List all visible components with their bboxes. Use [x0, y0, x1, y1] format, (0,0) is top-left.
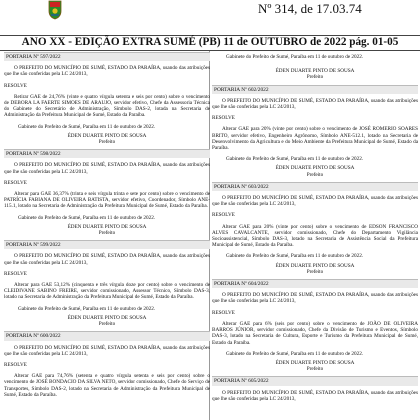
- act-resolve: RESOLVE: [4, 82, 27, 89]
- act-place-date: Gabinete do Prefeito de Sumé, Paraíba em 11 de outubro de 2022.: [226, 54, 364, 60]
- act-intro: O PREFEITO DO MUNICÍPIO DE SUMÉ, ESTADO DA PARAÍBA, usando das atribuições que lhe são conferidas pela LC 24/2013,: [212, 389, 418, 402]
- signatory-name: ÉDEN DUARTE PINTO DE SOUSA: [67, 314, 147, 321]
- act-place-date: Gabinete do Prefeito de Sumé, Paraíba em 11 de outubro de 2022.: [18, 123, 156, 130]
- signatory-name: ÉDEN DUARTE PINTO DE SOUSA: [275, 262, 355, 269]
- act-title: PORTARIA Nº 604/2022: [212, 279, 418, 288]
- act-601-closing: [212, 54, 418, 81]
- act-intro: O PREFEITO DO MUNICÍPIO DE SUMÉ, ESTADO DA PARAÍBA, usando das atribuições que lhe são conferidas pela LC 24/2013,: [4, 253, 210, 266]
- act-place-date: Gabinete do Prefeito de Sumé, Paraíba em 11 de outubro de 2022.: [226, 156, 364, 163]
- act-597: [4, 52, 210, 145]
- signatory-role: Prefeito: [98, 139, 116, 146]
- signatory-name: ÉDEN DUARTE PINTO DE SOUSA: [275, 165, 355, 172]
- law-reference: Nº 314, de 17.03.74: [258, 1, 362, 16]
- act-title: PORTARIA Nº 600/2022: [4, 331, 210, 340]
- act-place-date: Gabinete do Prefeito de Sumé, Paraíba em 11 de outubro de 2022.: [226, 350, 364, 357]
- act-body: Alterar GAE para 20% (vinte por cento) sobre o vencimento de JOSÉ ROMERIO SOARES BRITO, servidor efetivo, Engenheiro Agrônomo, Símbolo ANE-512.1, lotado na Secretaria de Desenvolvimento da Agricultura e do Meio Ambiente da Prefeitura Municipal de Sumé, Estado da Paraíba.: [212, 126, 418, 152]
- signatory-role: Prefeito: [98, 321, 116, 328]
- act-intro: O PREFEITO DO MUNICÍPIO DE SUMÉ, ESTADO DA PARAÍBA, usando das atribuições que lhe são conferidas pela LC 24/2013,: [4, 65, 210, 78]
- signatory-role: Prefeito: [306, 366, 324, 373]
- act-place-date: Gabinete do Prefeito de Sumé, Paraíba em 11 de outubro de 2022.: [226, 253, 364, 260]
- act-title: PORTARIA Nº 605/2022: [212, 376, 418, 385]
- signatory-role: Prefeito: [98, 230, 116, 237]
- act-resolve: RESOLVE: [212, 309, 235, 316]
- municipal-crest-icon: [48, 0, 62, 20]
- act-body: Retirar GAE de 24,76% (vinte e quatro vírgula setenta e seis por cento) sobre o vencimento de DEBORA LA FAERTE SIMOES DE ARAUJO, servidor efetivo, Chefe da Assessoria Técnica do Gabinete do Secretário de Administração, Símbolo DAS-2, lotada na Secretaria de Administração da Prefeitura Municipal de Sumé, Estado da Paraíba.: [4, 93, 210, 119]
- act-resolve: RESOLVE: [4, 270, 27, 277]
- act-intro: O PREFEITO DO MUNICÍPIO DE SUMÉ, ESTADO DA PARAÍBA, usando das atribuições que lhe são conferidas pela LC 24/2013,: [4, 344, 210, 357]
- act-599: [4, 240, 210, 327]
- act-body: Alterar GAE para 6% (seis por cento) sobre o vencimento de JOÃO DE OLIVEIRA BARROS JÚNIOR, servidor comissionado, Chefe da Divisão de Turismo e Eventos, Símbolo DAS-3, lotado na Secretaria de Cultura, Esporte e Turismo da Prefeitura Municipal de Sumé, Estado da Paraíba.: [212, 320, 418, 346]
- act-title: PORTARIA Nº 598/2022: [4, 149, 210, 158]
- act-place-date: Gabinete do Prefeito de Sumé, Paraíba em 11 de outubro de 2022.: [18, 305, 156, 312]
- act-resolve: RESOLVE: [212, 212, 235, 219]
- act-intro: O PREFEITO DO MUNICÍPIO DE SUMÉ, ESTADO DA PARAÍBA, usando das atribuições que lhe são conferidas pela LC 24/2013,: [4, 162, 210, 175]
- signatory-role: Prefeito: [306, 171, 324, 178]
- act-body: Alterar GAE para 20% (vinte por cento) sobre o vencimento de EDSON FRANCISCO ALVES CAVALCANTE, servidor comissionado, Chefe do Departamento Vigilância Socioassistencial, Símbolo DAS-3, lotado na Secretaria de Assistência Social da Prefeitura Municipal de Sumé, Estado da Paraíba.: [212, 223, 418, 249]
- act-title: PORTARIA Nº 597/2022: [4, 52, 210, 61]
- act-600: [4, 331, 210, 398]
- signatory-role: Prefeito: [306, 74, 324, 81]
- signatory-name: ÉDEN DUARTE PINTO DE SOUSA: [275, 68, 355, 75]
- signatory-name: ÉDEN DUARTE PINTO DE SOUSA: [67, 132, 147, 139]
- act-resolve: RESOLVE: [4, 361, 27, 368]
- edition-line: ANO XX - EDIÇÃO EXTRA SUMÉ (PB) 11 de OUTUBRO de 2022 pág. 01-05: [21, 36, 399, 48]
- act-603: [212, 182, 418, 275]
- act-place-date: Gabinete do Prefeito de Sumé, Paraíba em 11 de outubro de 2022.: [18, 214, 156, 221]
- act-intro: O PREFEITO DO MUNICÍPIO DE SUMÉ, ESTADO DA PARAÍBA, usando das atribuições que lhe são conferidas pela LC 24/2013,: [212, 97, 418, 111]
- act-intro: O PREFEITO DO MUNICÍPIO DE SUMÉ, ESTADO DA PARAÍBA, usando das atribuições que lhe são conferidas pela LC 24/2013,: [212, 195, 418, 208]
- act-602: [212, 85, 418, 178]
- act-body: Alterar para GAE 36,37% (trinta e seis vírgula trinta e sete por cento) sobre o vencimento de PATRÍCIA FABIANA DE OLIVEIRA BATISTA, servidor efetivo, Coordenador, Símbolo ANE-115.1, lotado na Secretaria de Administração da Prefeitura Municipal de Sumé, Estado da Paraíba.: [4, 191, 210, 210]
- act-title: PORTARIA Nº 603/2022: [212, 182, 418, 191]
- left-column: [4, 50, 210, 420]
- act-resolve: RESOLVE: [212, 115, 235, 122]
- act-604: [212, 279, 418, 372]
- act-title: PORTARIA Nº 602/2022: [212, 85, 418, 94]
- act-598: [4, 149, 210, 236]
- act-body: Alterar para GAE 53,12% (cinquenta e três vírgula doze por cento) sobre o vencimento de CLEIDIVANE SABINO FREIRE, servidor comissionado, Assessor Técnico, Símbolo DAS-3, lotado na Secretaria de Administração da Prefeitura Municipal de Sumé, Estado da Paraíba.: [4, 282, 210, 301]
- act-605: [212, 376, 418, 402]
- signatory-role: Prefeito: [306, 268, 324, 275]
- act-intro: O PREFEITO DO MUNICÍPIO DE SUMÉ, ESTADO DA PARAÍBA, usando das atribuições que lhe são conferidas pela LC 24/2013,: [212, 292, 418, 305]
- right-column: [212, 50, 418, 420]
- act-title: PORTARIA Nº 599/2022: [4, 240, 210, 249]
- act-body: Alterar GAE para 74,76% (setenta e quatro vírgula setenta e seis por cento) sobre o vencimento de JOSÉ BONDACIO DA SILVA NETO, servidor comissionado, Chefe do Serviço de Transportes, Símbolo DAS-2, lotado na Secretaria de Administração da Prefeitura Municipal de Sumé, Estado da Paraíba.: [4, 373, 210, 398]
- masthead: [0, 0, 420, 34]
- signatory-name: ÉDEN DUARTE PINTO DE SOUSA: [275, 359, 355, 366]
- act-resolve: RESOLVE: [4, 179, 27, 186]
- signatory-name: ÉDEN DUARTE PINTO DE SOUSA: [67, 223, 147, 230]
